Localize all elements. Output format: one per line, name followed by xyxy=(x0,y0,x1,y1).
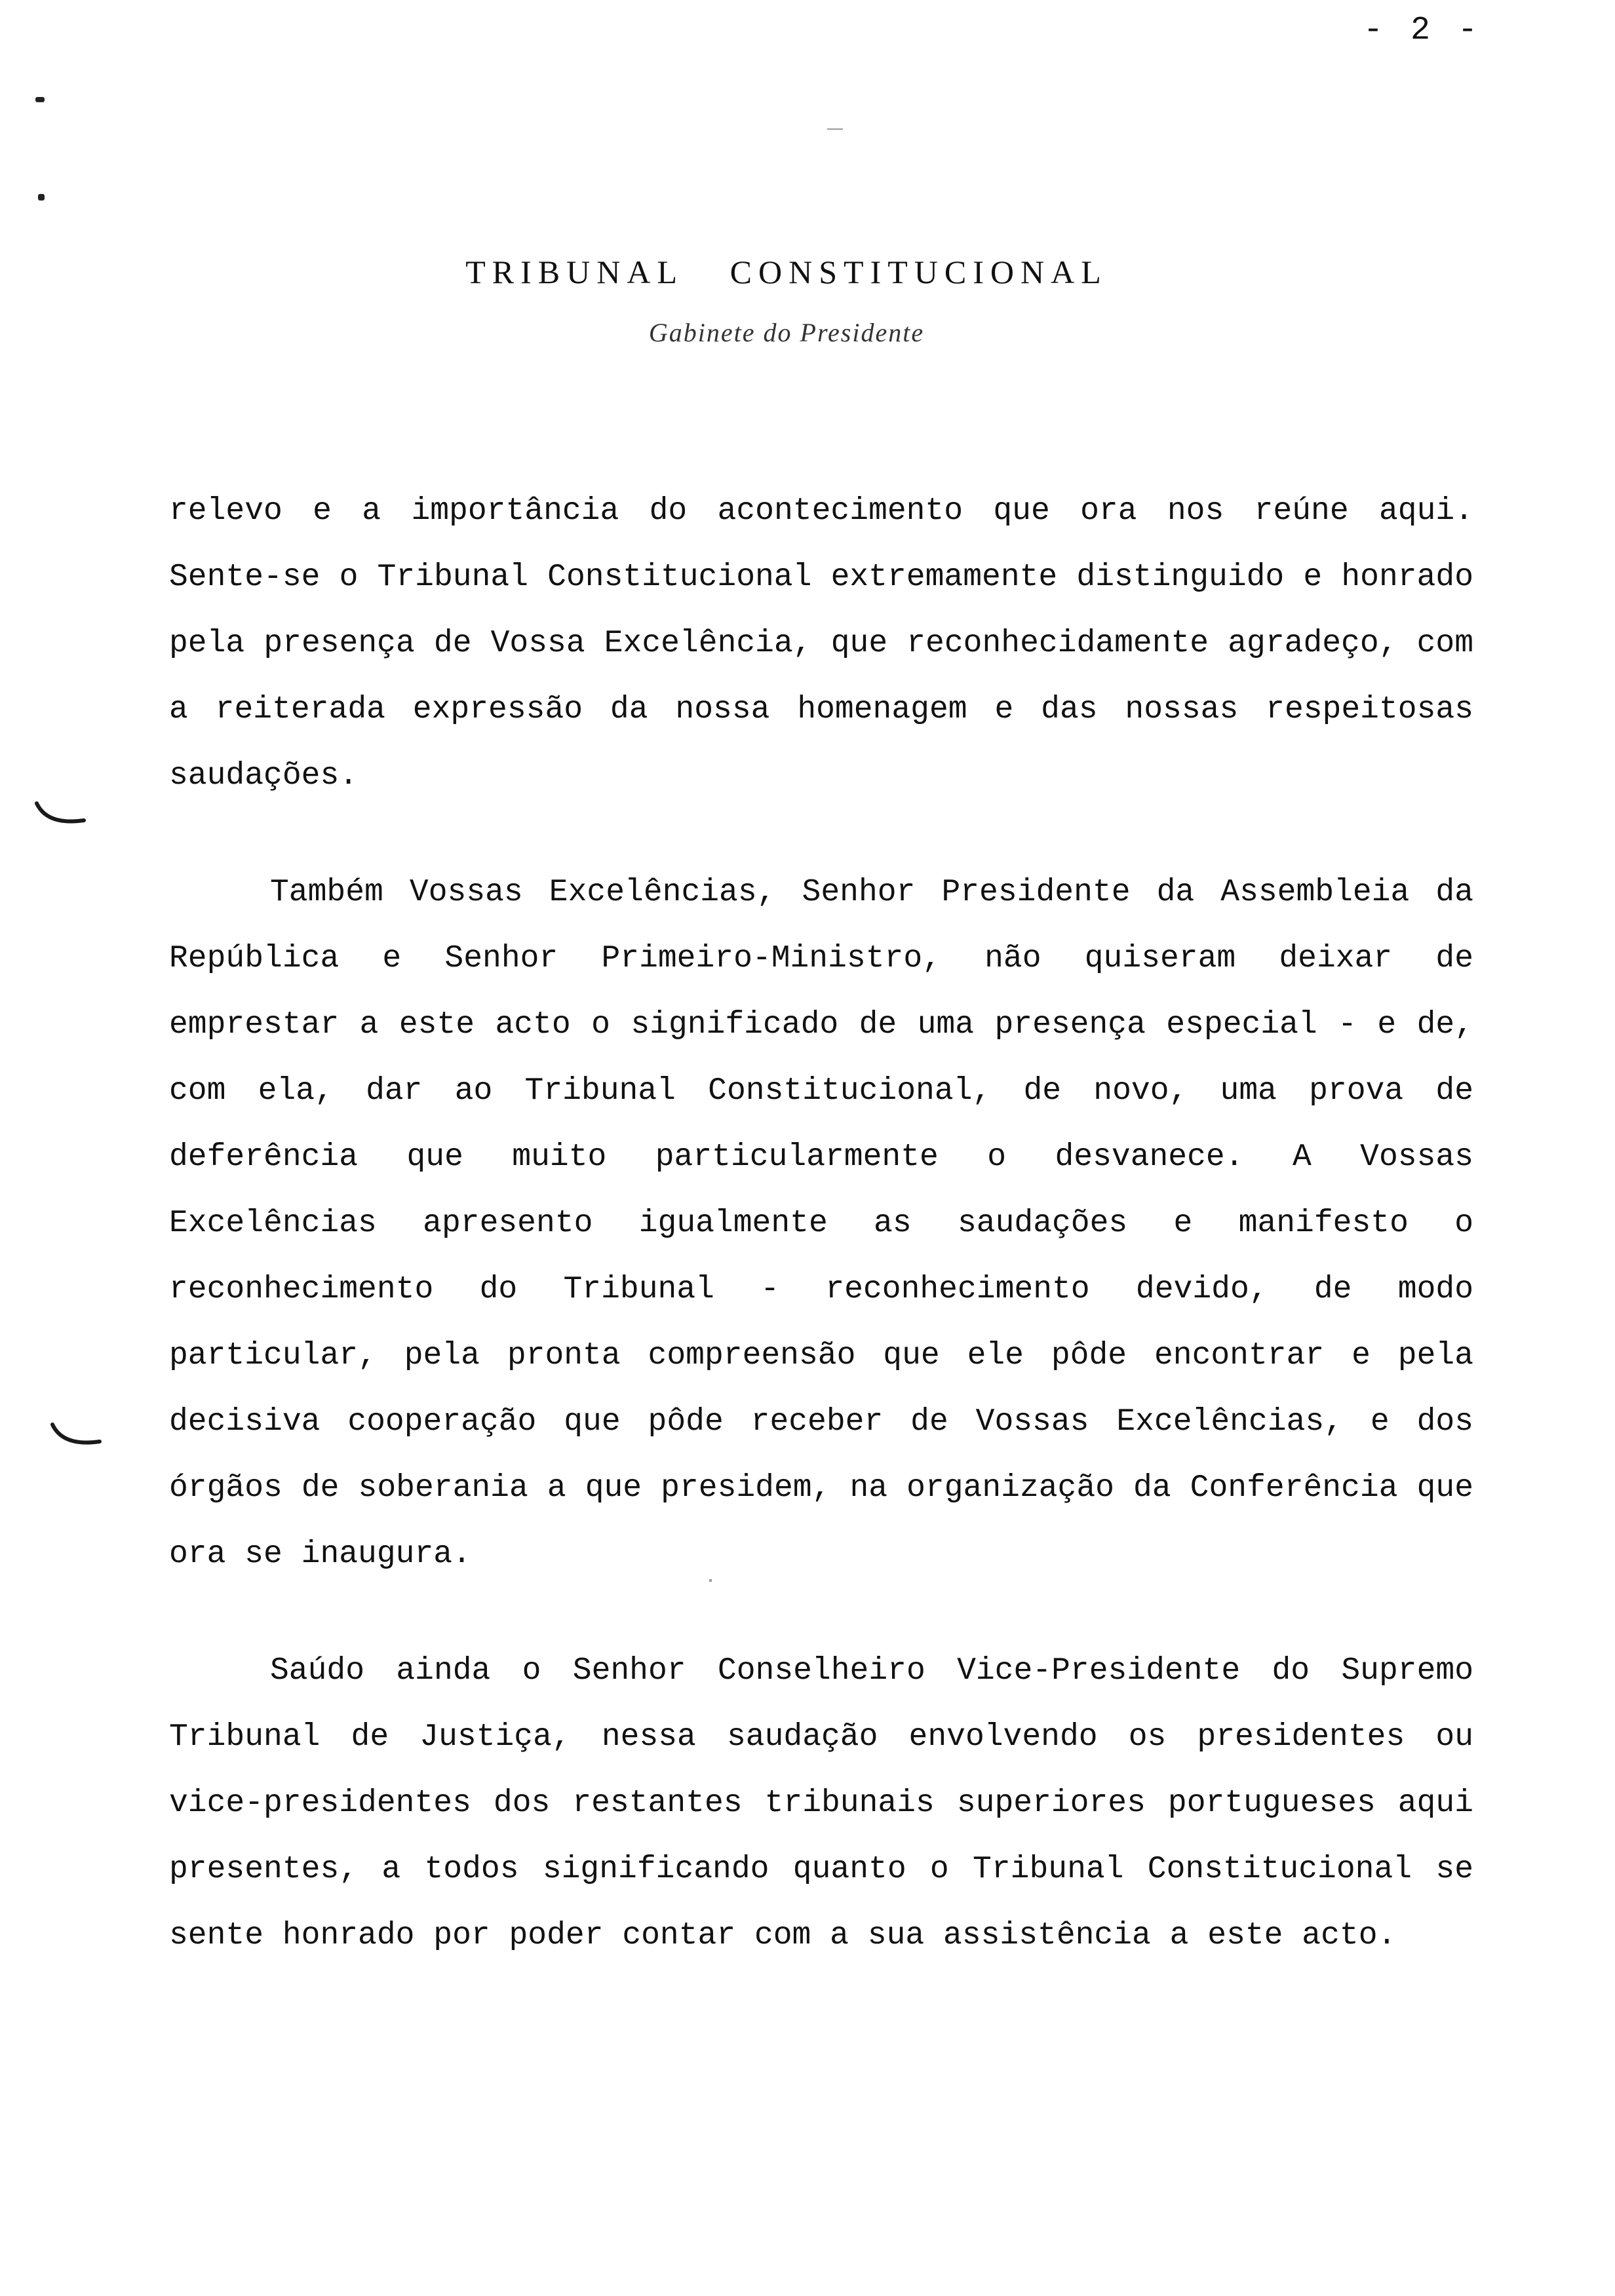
punch-hole-arc xyxy=(34,801,87,830)
scan-speck xyxy=(827,128,843,130)
document-body xyxy=(169,478,1473,1969)
binder-mark xyxy=(38,194,45,201)
paragraph: Também Vossas Excelências, Senhor Presidente da Assembleia da República e Senhor Primeiro-Ministro, não quiseram deixar de emprestar a este acto o significado de uma presença especial - e de, com ela, dar ao Tribunal Constitucional, de novo, uma prova de deferência que muito particularmente o desvanece. A Vossas Excelências apresento igualmente as saudações e manifesto o reconhecimento do Tribunal - reconhecimento devido, de modo particular, pela pronta compreensão que ele pôde encontrar e pela decisiva cooperação que pôde receber de Vossas Excelências, e dos órgãos de soberania a que presidem, na organização da Conferência que ora se inaugura. xyxy=(169,875,1473,1572)
binder-mark xyxy=(35,97,45,102)
letterhead-subtitle: Gabinete do Presidente xyxy=(648,318,925,347)
page-number: - 2 - xyxy=(1363,12,1482,49)
paragraph: Saúdo ainda o Senhor Conselheiro Vice-Presidente do Supremo Tribunal de Justiça, nessa saudação envolvendo os presidentes ou vice-presidentes dos restantes tribunais superiores portugueses aqui presentes, a todos significando quanto o Tribunal Constitucional se sente honrado por poder contar com a sua assistência a este acto. xyxy=(169,1653,1473,1953)
punch-hole-arc xyxy=(50,1422,102,1451)
paragraph: relevo e a importância do acontecimento que ora nos reúne aqui. Sente-se o Tribunal Constitucional extremamente distinguido e honrado pela presença de Vossa Excelência, que reconhecidamente agradeço, com a reiterada expressão da nossa homenagem e das nossas respeitosas saudações. xyxy=(169,493,1473,794)
letterhead-title: TRIBUNAL CONSTITUCIONAL xyxy=(465,254,1108,290)
